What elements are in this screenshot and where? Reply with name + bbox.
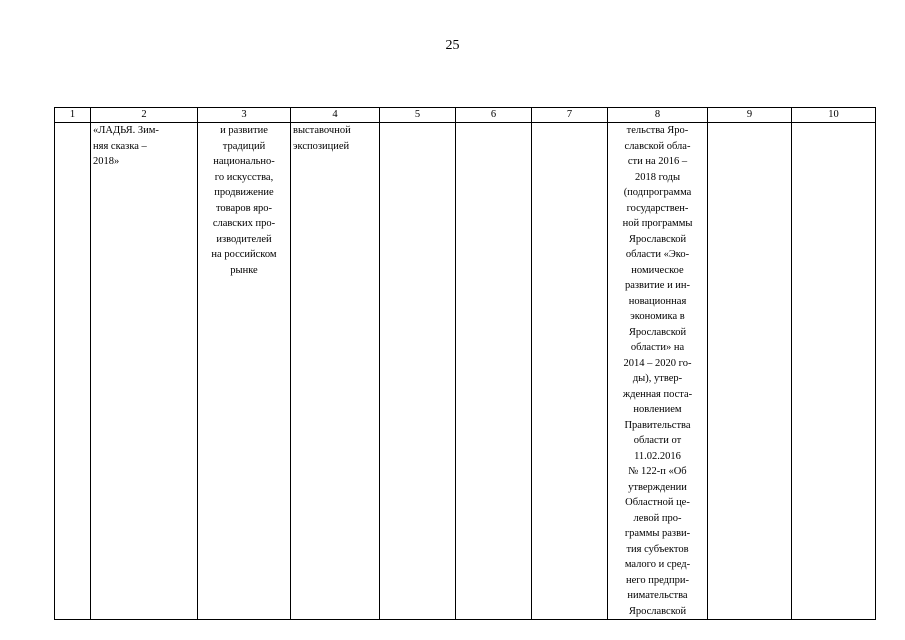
page-number: 25 (445, 38, 460, 53)
cell-text-line: го искусства, (214, 171, 274, 183)
table-row (55, 123, 876, 620)
cell-text-line: 2018 годы (634, 171, 680, 183)
cell-text-line: (подпрограмма (623, 187, 692, 198)
data-table (54, 107, 876, 620)
cell-text-line: развитие и ин- (624, 280, 691, 291)
cell-text-line: малого и сред- (624, 559, 691, 570)
cell-text-line: экспозицией (293, 140, 350, 152)
cell-text-line: него предпри- (626, 574, 689, 586)
cell-text-line: традиций (222, 140, 266, 152)
cell-text-line: государствен- (626, 202, 689, 214)
cell-text-line: товаров яро- (215, 202, 273, 214)
column-header: 9 (708, 108, 792, 123)
table-cell (708, 123, 792, 620)
column-header: 2 (91, 108, 198, 123)
column-header: 10 (792, 108, 876, 123)
cell-text-line: на российском (211, 249, 277, 260)
cell-text-line: Областной це- (625, 497, 690, 508)
cell-text-line: Ярославской (628, 605, 687, 617)
table-cell (55, 123, 91, 620)
cell-text-line: ной программы (622, 218, 693, 229)
table-cell (291, 123, 380, 620)
cell-text-line: сти на 2016 – (627, 156, 688, 167)
cell-text-line: утверждении (628, 481, 687, 493)
cell-text-line: области от (633, 435, 682, 446)
cell-text-line: Правительства (624, 419, 691, 431)
table-header-row (55, 108, 876, 123)
table-cell (380, 123, 456, 620)
cell-text-line: выставочной (293, 125, 351, 136)
cell-text-line: номическое (631, 264, 684, 276)
cell-text-line: 2018» (93, 156, 120, 167)
cell-text-line: «ЛАДЬЯ. Зим- (93, 125, 159, 136)
cell-text-line: 2014 – 2020 го- (623, 357, 692, 369)
cell-text-line: области «Эко- (625, 249, 690, 260)
column-header: 7 (532, 108, 608, 123)
column-header: 5 (380, 108, 456, 123)
cell-text-line: национально- (213, 156, 275, 167)
cell-text-line: няя сказка – (93, 140, 147, 152)
cell-text-line: 11.02.2016 (634, 450, 681, 462)
cell-text-line: ды), утвер- (632, 373, 683, 384)
table-cell (532, 123, 608, 620)
cell-text-line: новлением (633, 404, 682, 415)
cell-text-line: экономика в (630, 311, 685, 322)
cell-text-line: новационная (628, 295, 687, 307)
table-cell (91, 123, 198, 620)
cell-text-line: Ярославской (628, 326, 687, 338)
cell-text-line: продвижение (214, 187, 274, 198)
column-header: 8 (608, 108, 708, 123)
column-header: 3 (198, 108, 291, 123)
column-header: 1 (55, 108, 91, 123)
column-header: 4 (291, 108, 380, 123)
cell-text-line: № 122-п «Об (628, 466, 687, 477)
cell-text-line: тельства Яро- (626, 125, 689, 136)
cell-text-line: Ярославской (628, 233, 687, 245)
cell-text-line: области» на (630, 342, 685, 353)
column-header: 6 (456, 108, 532, 123)
cell-text-line: жденная поста- (622, 388, 693, 400)
cell-text-line: и развитие (220, 125, 268, 136)
cell-text-line: нимательства (627, 590, 688, 601)
cell-text-line: славских про- (212, 218, 276, 229)
table-cell (608, 123, 708, 620)
cell-text-line: изводителей (216, 233, 272, 245)
cell-text-line: рынке (230, 264, 258, 276)
table-cell (792, 123, 876, 620)
table-cell (456, 123, 532, 620)
cell-text-line: левой про- (633, 512, 682, 524)
cell-text-line: граммы разви- (624, 528, 691, 539)
cell-text-line: славской обла- (624, 140, 691, 152)
table-cell (198, 123, 291, 620)
cell-text-line: тия субъектов (626, 543, 689, 555)
